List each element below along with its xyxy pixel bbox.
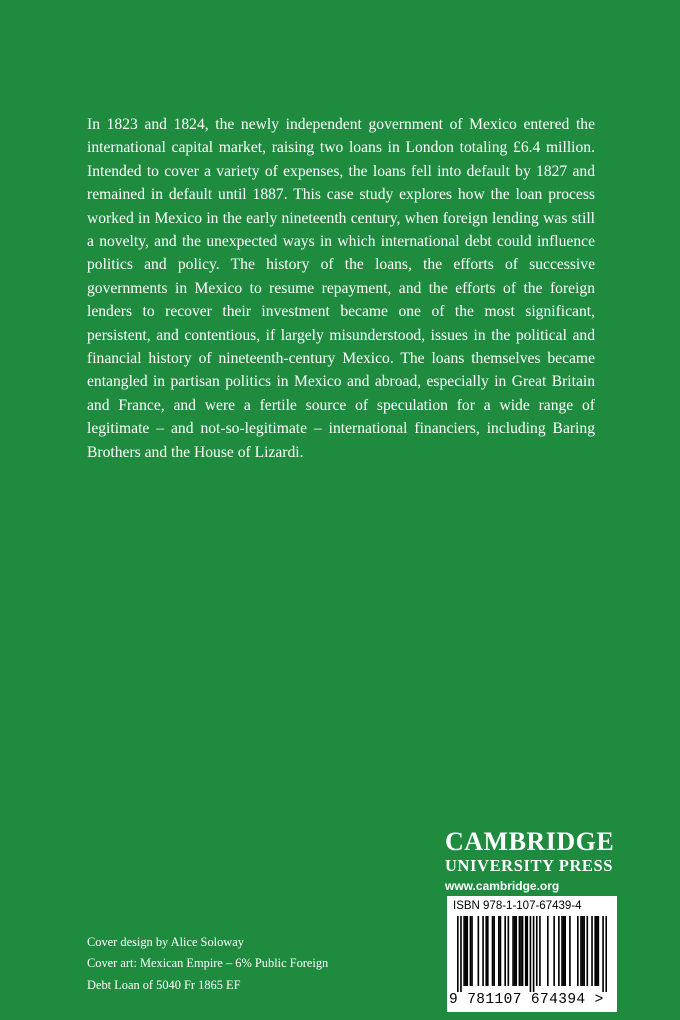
barcode-bar [460, 916, 462, 992]
barcode-bar [515, 916, 517, 986]
barcode-bar [520, 916, 522, 986]
barcode-bar [536, 916, 538, 986]
publisher-subtitle: UNIVERSITY PRESS [445, 856, 614, 875]
barcode-bar [519, 916, 521, 986]
barcode-bar [466, 916, 468, 986]
barcode-bar [500, 916, 502, 986]
barcode-bar [522, 916, 524, 986]
barcode-bar [596, 916, 598, 986]
barcode-bar [564, 916, 566, 986]
barcode-bar [470, 916, 472, 986]
barcode-bar [525, 916, 527, 986]
cover-design-credit: Cover design by Alice Soloway [87, 935, 244, 949]
barcode-bar [553, 916, 555, 986]
cover-art-credit: Cover art: Mexican Empire – 6% Public Foreign [87, 956, 329, 971]
barcode-bar [465, 916, 467, 986]
barcode-bar [471, 916, 473, 986]
barcode-bar [594, 916, 596, 986]
barcode-bar [508, 916, 510, 986]
barcode-bar [463, 916, 465, 986]
barcode-bar [580, 916, 582, 986]
publisher-name: CAMBRIDGE [445, 827, 615, 856]
barcode-bar [569, 916, 571, 986]
barcode-number: 9 781107 674394 > [449, 992, 604, 1008]
barcode-bar [498, 916, 500, 986]
barcode-bar [526, 916, 528, 986]
back-cover-blurb: In 1823 and 1824, the newly independent government of Mexico entered the international capital market, raising two loans in London totaling £6.4 million. Intended to cover a variety of expenses, the loans fell into default by 1827 and remained in default until 1887. This case study explores how the loan process worked in Mexico in the early nineteenth century, when foreign lending was still a novelty, and the unexpected ways in which international debt could influence politics and policy. The history of the loans, the efforts of successive governments in Mexico to resume repayment, and the efforts of the foreign lenders to recover their investment became one of the most significant, persistent, and contentious, if largely misunderstood, issues in the political and financial history of nineteenth-century Mexico. The loans themselves became entangled in partisan politics in Mexico and abroad, especially in Great Britain and France, and were a fertile source of speculation for a wide range of legitimate – and not-so-legitimate – international financiers, including Baring Brothers and the House of Lizardi. [87, 116, 595, 461]
isbn-label: ISBN 978-1-107-67439-4 [453, 900, 582, 912]
barcode-bar [561, 916, 563, 986]
barcode-bar [586, 916, 588, 986]
barcode-bar [539, 916, 541, 986]
cover-art-credit-continued: Debt Loan of 5040 Fr 1865 EF [87, 977, 241, 992]
barcode-bar [478, 916, 480, 986]
barcode-bar [485, 916, 487, 986]
barcode-bar [493, 916, 495, 986]
barcode-bar [514, 916, 516, 986]
barcode-bar [558, 916, 560, 986]
barcode-bar [582, 916, 584, 986]
barcode-bar [591, 916, 593, 986]
barcode-bar [512, 916, 514, 986]
publisher-logo [445, 828, 620, 893]
barcode-bars [457, 916, 607, 992]
barcode-bar [533, 916, 535, 992]
barcode-bar [577, 916, 579, 986]
isbn-barcode [447, 896, 617, 1012]
publisher-url: www.cambridge.org [445, 879, 560, 893]
barcode-bar [487, 916, 489, 986]
barcode-bar [457, 916, 459, 992]
barcode-bar [605, 916, 607, 992]
barcode-bar [602, 916, 604, 992]
barcode-bar [563, 916, 565, 986]
barcode-bar [583, 916, 585, 986]
barcode-bar [504, 916, 506, 986]
barcode-bar [547, 916, 549, 986]
barcode-bar [482, 916, 484, 986]
barcode-bar [530, 916, 532, 992]
barcode-bar [492, 916, 494, 986]
barcode-bar [598, 916, 600, 986]
cover-credits [87, 932, 328, 996]
